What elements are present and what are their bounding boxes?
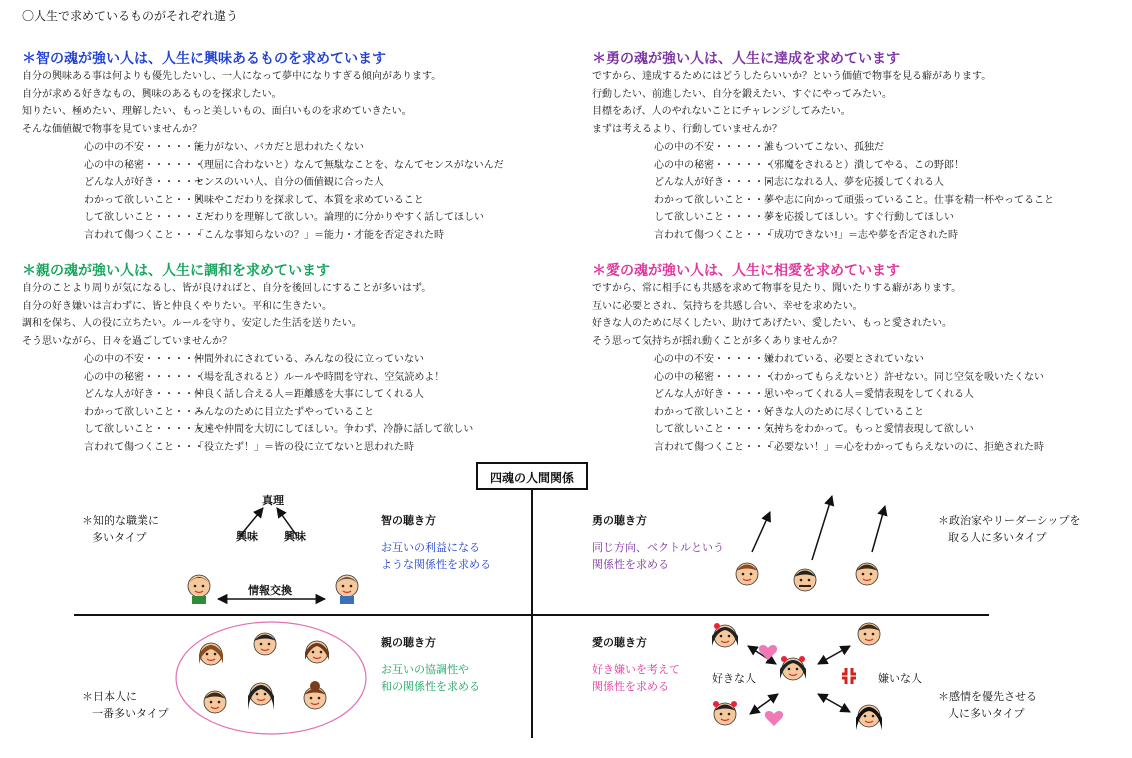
row-text: 「こんな事知らないの？」＝能力・才能を否定された時 (194, 229, 444, 241)
section-line: 知りたい、極めたい、理解したい、もっと美しいもの、面白いものを求めていきたい。 (22, 106, 412, 117)
row-text: （理屈に合わないと）なんて無駄なことを、なんてセンスがないんだ (194, 159, 504, 171)
row-text: 「成功できない!」＝志や夢を否定された時 (764, 229, 959, 241)
listen-chi (381, 512, 491, 573)
section-line: まずは考えるより、行動していませんか？ (592, 123, 782, 135)
type-note-yu (938, 512, 1081, 546)
row-label: 心の中の秘密・・・・・・ (84, 159, 204, 171)
section-line: 調和を保ち、人の役に立ちたい。ルールを守り、安定した生活を送りたい。 (22, 318, 362, 329)
arrow-direction (812, 496, 832, 560)
page-title: 〇人生で求めているものがそれぞれ違う (22, 9, 239, 23)
row-label: 心の中の不安・・・・・・ (654, 142, 774, 153)
row-label: 心の中の秘密・・・・・・ (654, 371, 774, 383)
person-icon (248, 683, 274, 710)
row-text: （邪魔をされると）潰してやる、この野郎！ (764, 159, 964, 171)
listen-title: 親の聴き方 (381, 636, 436, 649)
section-line: 行動したい、前進したい、自分を鍛えたい、すぐにやってみたい。 (592, 88, 892, 100)
row-text: 好きな人のために尽くしていること (764, 406, 924, 418)
row-text: 誰もついてこない、孤独だ (764, 142, 884, 153)
row-text: 仲良く話し合える人＝距離感を大事にしてくれる人 (194, 389, 424, 401)
row-label: して欲しいこと・・・・・・ (84, 212, 214, 224)
label-interest-right: 興味 (284, 530, 306, 543)
listen-yu (592, 512, 724, 573)
arrow-direction (752, 512, 770, 552)
section-line: 自分の好き嫌いは言わずに、皆と仲良くやりたい。平和に生きたい。 (22, 300, 332, 312)
row-text: こだわりを理解して欲しい。論理的に分かりやすく話してほしい (194, 212, 484, 224)
section-line: そう思って気持ちが揺れ動くことが多くありませんか？ (592, 335, 842, 347)
row-text: 同志になれる人、夢を応援してくれる人 (764, 177, 944, 189)
row-label: わかって欲しいこと・・・ (84, 406, 204, 418)
row-text: 仲間外れにされている、みんなの役に立っていない (194, 354, 424, 365)
person-icon (199, 643, 223, 665)
diagram-title: 四魂の人間関係 (476, 462, 588, 490)
row-label: 心の中の不安・・・・・・ (84, 142, 204, 153)
section-line: 自分のことより周りが気になるし、皆が良ければと、自分を後回しにすることが多いはず。 (22, 283, 432, 294)
arrow-dislike (818, 694, 850, 712)
row-label: 心の中の不安・・・・・・ (654, 354, 774, 365)
row-label: して欲しいこと・・・・・・ (84, 424, 214, 436)
person-icon (794, 569, 816, 591)
label-interest-left: 興味 (236, 530, 258, 543)
arrow-direction (872, 506, 885, 552)
label-info-exchange: 情報交換 (248, 584, 292, 597)
person-icon (305, 641, 329, 663)
listen-line: ような関係性を求める (381, 558, 491, 571)
person-icon (713, 701, 737, 725)
listen-shin (381, 634, 480, 695)
section-line: ですから、達成するためにはどうしたらいいか？という価値で物事を見る癖があります。 (592, 71, 992, 82)
row-label: どんな人が好き・・・・・ (654, 177, 774, 189)
row-text: センスのいい人、自分の価値観に合った人 (194, 177, 384, 189)
row-label: わかって欲しいこと・・・ (84, 194, 204, 206)
row-text: 能力がない、バカだと思われたくない (194, 142, 364, 153)
section-line: 目標をあげ、人のやれないことにチャレンジしてみたい。 (592, 106, 851, 117)
row-text: 「役立たず！」＝皆の役に立てないと思われた時 (194, 441, 414, 453)
type-note-line: 一番多いタイプ (92, 707, 169, 720)
row-text: 夢や志に向かって頑張っていること。仕事を精一杯やってること (764, 194, 1054, 206)
section-line: 好きな人のために尽くしたい、助けてあげたい、愛したい、もっと愛されたい。 (592, 318, 952, 329)
heart-icon (765, 711, 783, 726)
listen-title: 智の聴き方 (381, 514, 436, 527)
person-icon (712, 623, 738, 647)
person-icon (736, 563, 758, 585)
section-line: そんな価値観で物事を見ていませんか？ (22, 123, 202, 135)
row-text: 興味やこだわりを探求して、本質を求めていること (194, 194, 424, 206)
type-note-line: 人に多いタイプ (948, 707, 1025, 720)
type-note-line: 多いタイプ (92, 531, 147, 544)
row-label: どんな人が好き・・・・・ (84, 177, 204, 189)
type-note-line: ＊知的な職業に (82, 514, 159, 527)
label-truth: 真理 (262, 494, 284, 507)
type-note-line: ＊感情を優先させる (938, 690, 1037, 703)
row-label: 言われて傷つくこと・・・ (654, 441, 774, 453)
person-icon (856, 563, 878, 585)
row-label: 心の中の秘密・・・・・・ (84, 371, 204, 383)
section-line: 自分の興味ある事は何よりも優先したいし、一人になって夢中になりすぎる傾向があります。 (22, 71, 442, 82)
listen-ai (592, 634, 680, 695)
row-text: （わかってもらえないと）許せない。同じ空気を吸いたくない (764, 371, 1044, 383)
person-icon (856, 705, 882, 730)
row-text: 夢を応援してほしい。すぐ行動してほしい (764, 212, 954, 224)
arrow-like (750, 694, 778, 714)
person-icon (858, 623, 880, 645)
row-label: して欲しいこと・・・・・・ (654, 424, 784, 436)
row-label: わかって欲しいこと・・・ (654, 406, 774, 418)
listen-title: 勇の聴き方 (592, 514, 647, 527)
row-text: 友達や仲間を大切にしてほしい。争わず、冷静に話して欲しい (194, 424, 474, 436)
row-label: して欲しいこと・・・・・・ (654, 212, 784, 224)
listen-line: お互いの利益になる (381, 541, 480, 554)
type-note-line: 取る人に多いタイプ (948, 531, 1047, 544)
type-note-shin (82, 688, 168, 722)
label-like: 好きな人 (712, 672, 756, 685)
row-text: （場を乱されると）ルールや時間を守れ、空気読めよ！ (194, 371, 445, 383)
row-label: 言われて傷つくこと・・・ (654, 229, 774, 241)
row-text: 思いやってくれる人＝愛情表現をしてくれる人 (764, 389, 974, 401)
section-heading: ＊親の魂が強い人は、人生に調和を求めています (22, 263, 330, 279)
row-label: 心の中の不安・・・・・・ (84, 354, 204, 365)
person-icon (304, 681, 326, 709)
listen-line: お互いの協調性や (381, 663, 469, 676)
section-line: 自分が求める好きなもの、興味のあるものを探求したい。 (22, 88, 282, 100)
anger-icon (842, 668, 856, 684)
listen-title: 愛の聴き方 (592, 636, 647, 649)
row-label: わかって欲しいこと・・・ (654, 194, 774, 206)
section-heading: ＊勇の魂が強い人は、人生に達成を求めています (592, 51, 900, 67)
row-text: 嫌われている、必要とされていない (764, 354, 924, 365)
row-text: 気持ちをわかって。もっと愛情表現して欲しい (764, 424, 974, 436)
label-dislike: 嫌いな人 (878, 672, 922, 685)
section-line: ですから、常に相手にも共感を求めて物事を見たり、聞いたりする癖があります。 (592, 283, 962, 294)
arrow-dislike (818, 646, 850, 664)
row-label: 言われて傷つくこと・・・ (84, 441, 204, 453)
listen-line: 和の関係性を求める (381, 680, 480, 693)
listen-line: 好き嫌いを考えて (592, 663, 680, 676)
listen-line: 関係性を求める (592, 558, 669, 571)
person-icon (204, 691, 226, 713)
row-label: 心の中の秘密・・・・・・ (654, 159, 774, 171)
row-label: どんな人が好き・・・・・ (654, 389, 774, 401)
person-icon (254, 633, 276, 655)
section-heading: ＊愛の魂が強い人は、人生に相愛を求めています (592, 263, 900, 279)
type-note-line: ＊政治家やリーダーシップを (938, 514, 1081, 527)
heart-icon (759, 645, 777, 660)
type-note-chi (82, 512, 159, 546)
row-text: みんなのために目立たずやっていること (194, 406, 374, 418)
type-note-line: ＊日本人に (82, 690, 137, 703)
row-text: 「必要ない！」＝心をわかってもらえないのに、拒絶された時 (764, 441, 1044, 453)
listen-line: 同じ方向、ベクトルという (592, 541, 724, 554)
row-label: 言われて傷つくこと・・・ (84, 229, 204, 241)
listen-line: 関係性を求める (592, 680, 669, 693)
row-label: どんな人が好き・・・・・ (84, 389, 204, 401)
person-icon (780, 656, 806, 680)
person-icon (188, 575, 210, 604)
section-line: そう思いながら、日々を過ごしていませんか？ (22, 335, 232, 347)
section-line: 互いに必要とされ、気持ちを共感し合い、幸せを求めたい。 (592, 300, 863, 312)
type-note-ai (938, 688, 1037, 722)
section-heading: ＊智の魂が強い人は、人生に興味あるものを求めています (22, 51, 386, 67)
person-icon (336, 575, 358, 604)
